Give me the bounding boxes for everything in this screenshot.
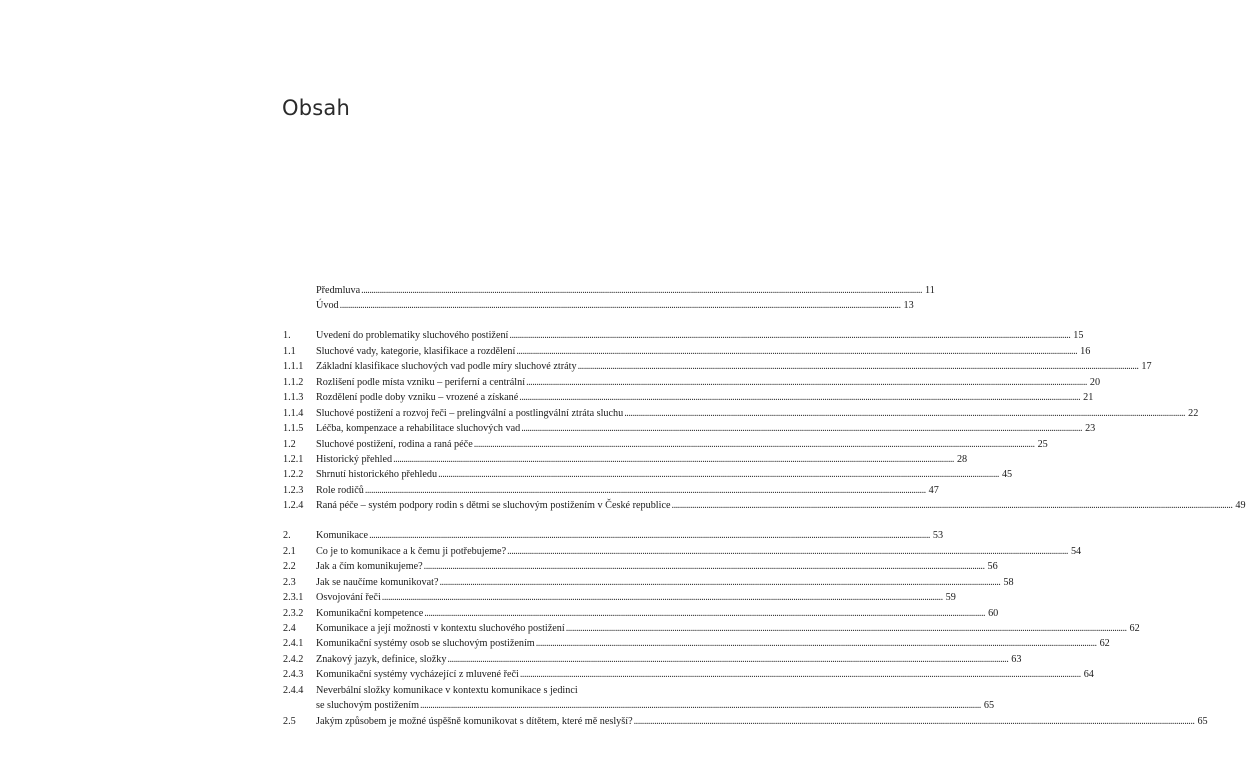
toc-leader: [521, 421, 1082, 436]
toc-title: Sluchové postižení, rodina a raná péče: [316, 438, 473, 450]
toc-page: 17: [1141, 361, 1152, 373]
toc-page: 63: [1011, 653, 1022, 665]
toc-entry: [283, 544, 1082, 559]
toc-entry: [283, 498, 1246, 513]
toc-entry: [283, 636, 1110, 651]
toc-entry: [283, 575, 1014, 590]
toc-page: 53: [932, 530, 944, 542]
toc-page: 59: [945, 592, 956, 604]
toc-entry: [283, 406, 1199, 421]
toc-leader: [369, 528, 930, 543]
toc-number: 1.2.1: [283, 453, 304, 465]
toc-title: Neverbální složky komunikace v kontextu komunikace s jedinci: [316, 684, 578, 696]
toc-page: 62: [1099, 638, 1110, 650]
toc-title: Léčba, kompenzace a rehabilitace sluchových vad: [316, 423, 521, 435]
toc-leader: [340, 298, 901, 313]
toc-leader: [578, 359, 1139, 374]
toc-number: 1.1: [283, 345, 296, 357]
toc-number: 1.2.2: [283, 469, 304, 481]
toc-title: Úvod: [316, 300, 339, 312]
toc-leader: [424, 559, 985, 574]
toc-title: Co je to komunikace a k čemu ji potřebujeme?: [316, 545, 507, 557]
toc-title: Předmluva: [316, 285, 361, 296]
toc-entry: [283, 483, 939, 498]
toc-page: 54: [1070, 545, 1082, 557]
toc-title: Role rodičů: [316, 484, 364, 496]
toc-number: 2.3.1: [283, 592, 304, 604]
toc-number: 2.1: [283, 545, 296, 557]
toc-number: 1.: [283, 330, 291, 342]
toc-title: Komunikační kompetence: [316, 607, 424, 619]
toc-page: 60: [988, 607, 999, 619]
toc-leader: [365, 483, 926, 498]
toc-number: 1.2: [283, 438, 296, 450]
toc-title: Uvedení do problematiky sluchového postižení: [316, 330, 509, 342]
toc-page: 65: [983, 700, 995, 712]
toc-leader: [624, 406, 1185, 421]
toc-number: 2.3: [283, 576, 296, 588]
toc-page: 25: [1037, 438, 1048, 450]
toc-page: 28: [956, 453, 968, 465]
toc-number: 1.1.2: [283, 376, 304, 388]
toc-entry: [283, 421, 1096, 436]
toc-number: 1.2.3: [283, 484, 304, 496]
toc-leader: [420, 698, 981, 713]
toc-entry: [283, 437, 1048, 452]
toc-title: Komunikace a její možnosti v kontextu sluchového postižení: [316, 622, 565, 634]
toc-page: 47: [928, 484, 939, 496]
toc-page: 16: [1080, 345, 1091, 357]
toc-title: Komunikační systémy vycházející z mluvené řeči: [316, 669, 519, 681]
toc-number: 2.4.1: [283, 638, 304, 650]
toc-page: 64: [1083, 669, 1094, 681]
toc-entry: [283, 359, 1152, 374]
toc-number: 2.4.4: [283, 684, 304, 696]
toc-title: Sluchové vady, kategorie, klasifikace a rozdělení: [316, 345, 516, 357]
toc-title: Sluchové postižení a rozvoj řeči – prelingvální a postlingvální ztráta sluchu: [316, 407, 624, 419]
toc-title: se sluchovým postižením: [316, 700, 419, 712]
toc-leader: [520, 667, 1081, 682]
toc-leader: [474, 437, 1035, 452]
toc-title: Jakým způsobem je možné úspěšně komunikovat s dítětem, které mě neslyší?: [316, 715, 633, 727]
toc-number: 1.1.5: [283, 423, 304, 435]
toc-page: 45: [1001, 469, 1013, 481]
toc-page: 49: [1235, 500, 1246, 512]
toc-leader: [447, 652, 1008, 667]
toc-entry: [283, 528, 944, 543]
toc-entry: [283, 328, 1084, 343]
toc-number: 2.4: [283, 622, 296, 634]
toc-title: Shrnutí historického přehledu: [316, 469, 438, 481]
toc-leader: [438, 467, 999, 482]
toc-page: 15: [1073, 330, 1084, 342]
toc-title: Jak se naučíme komunikovat?: [316, 576, 439, 588]
toc-number: 1.1.4: [283, 407, 304, 419]
toc-entry: [283, 344, 1091, 359]
toc-leader: [634, 714, 1195, 729]
toc-leader: [566, 621, 1127, 636]
toc-title: Základní klasifikace sluchových vad podle míry sluchové ztráty: [316, 361, 577, 373]
toc-leader: [672, 498, 1233, 513]
toc-entry: [283, 714, 1208, 729]
toc-page: 56: [987, 561, 998, 573]
toc-entry: [283, 559, 998, 574]
toc-leader: [507, 544, 1068, 559]
toc-number: 1.2.4: [283, 500, 304, 512]
toc-title: Rozdělení podle doby vzniku – vrozené a získané: [316, 392, 519, 404]
toc-entry: [283, 667, 1094, 682]
toc-entry: [283, 298, 914, 313]
toc-leader: [393, 452, 954, 467]
toc-number: 2.3.2: [283, 607, 304, 619]
page-title: Obsah: [282, 96, 350, 120]
toc-entry: [283, 375, 1101, 390]
toc-leader: [536, 636, 1097, 651]
toc-number: 2.4.3: [283, 669, 304, 681]
toc-leader: [519, 390, 1080, 405]
toc-leader: [382, 590, 943, 605]
toc-title: Komunikační systémy osob se sluchovým postižením: [316, 638, 535, 650]
toc-entry: [283, 390, 1094, 405]
table-of-contents: [283, 283, 1246, 729]
toc-title: Historický přehled: [316, 453, 393, 465]
toc-leader: [361, 283, 922, 298]
toc-leader: [516, 344, 1077, 359]
toc-page: 21: [1083, 392, 1094, 404]
toc-page: 58: [1003, 576, 1014, 588]
toc-page: 23: [1085, 423, 1096, 435]
toc-page: 20: [1089, 376, 1101, 388]
toc-entry: [283, 652, 1022, 667]
toc-title: Znakový jazyk, definice, složky: [316, 653, 447, 665]
toc-page: 62: [1129, 622, 1140, 634]
toc-leader: [440, 575, 1001, 590]
toc-entry: [283, 606, 999, 621]
toc-number: 2.2: [283, 561, 296, 573]
toc-title: Raná péče – systém podpory rodin s dětmi se sluchovým postižením v České republice: [316, 500, 671, 512]
toc-page: 11: [924, 285, 935, 296]
toc-number: 2.: [283, 530, 291, 542]
toc-title: Komunikace: [316, 530, 369, 542]
toc-number: 1.1.1: [283, 361, 304, 373]
toc-title: Rozlišení podle místa vzniku – periferní a centrální: [316, 376, 526, 388]
toc-entry: [283, 283, 935, 298]
toc-title: Osvojování řeči: [316, 592, 381, 604]
toc-number: 1.1.3: [283, 392, 304, 404]
toc-leader: [526, 375, 1087, 390]
toc-leader: [509, 328, 1070, 343]
toc-number: 2.5: [283, 715, 296, 727]
toc-entry: [283, 683, 715, 698]
toc-number: 2.4.2: [283, 653, 304, 665]
toc-page: 65: [1197, 715, 1208, 727]
toc-leader: [424, 606, 985, 621]
toc-page: 13: [903, 300, 914, 312]
toc-entry: [283, 698, 995, 713]
toc-page: 22: [1188, 407, 1199, 419]
toc-title: Jak a čím komunikujeme?: [316, 561, 423, 573]
toc-entry: [283, 621, 1140, 636]
toc-entry: [283, 590, 956, 605]
toc-entry: [283, 467, 1013, 482]
toc-entry: [283, 452, 968, 467]
